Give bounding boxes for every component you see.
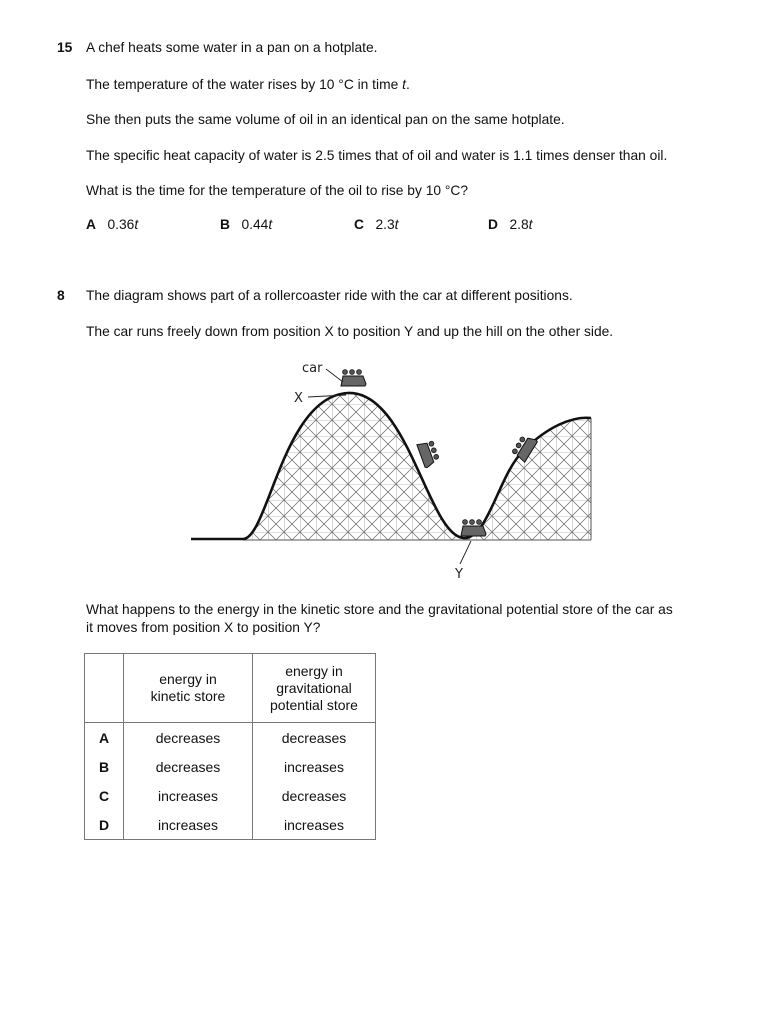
option-c-value: 2.3t	[375, 217, 399, 232]
label-car: car	[302, 361, 323, 376]
question-8-prompt-line-1: What happens to the energy in the kinetic store and the gravitational potential store of the car as	[86, 602, 673, 617]
row-gpe: increases	[253, 810, 376, 840]
option-b-letter: B	[220, 217, 230, 232]
car-at-x	[341, 370, 366, 386]
option-b[interactable]	[220, 217, 272, 232]
table-row-b[interactable]	[85, 752, 376, 781]
table-row-a[interactable]	[85, 723, 376, 753]
table-row-c[interactable]	[85, 781, 376, 810]
question-15-line-4: The specific heat capacity of water is 2.5 times that of oil and water is 1.1 times denser than oil.	[86, 148, 668, 163]
option-a-value: 0.36t	[107, 217, 139, 232]
question-15-number: 15	[57, 40, 73, 55]
question-15-line-1: A chef heats some water in a pan on a hotplate.	[86, 40, 378, 55]
table-row-d[interactable]	[85, 810, 376, 840]
label-y: Y	[455, 567, 463, 582]
question-8-number: 8	[57, 288, 65, 303]
answer-table	[84, 653, 376, 840]
question-8-line-1: The diagram shows part of a rollercoaster ride with the car at different positions.	[86, 288, 573, 303]
row-kinetic: increases	[124, 810, 253, 840]
option-a-letter: A	[86, 217, 96, 232]
option-d-value: 2.8t	[509, 217, 533, 232]
car-descending	[417, 439, 441, 468]
option-b-value: 0.44t	[241, 217, 273, 232]
option-c-letter: C	[354, 217, 364, 232]
option-c[interactable]	[354, 217, 399, 232]
option-a[interactable]	[86, 217, 138, 232]
question-8-line-2: The car runs freely down from position X to position Y and up the hill on the other side.	[86, 324, 614, 339]
row-letter: B	[85, 752, 124, 781]
question-8-prompt-line-2: it moves from position X to position Y?	[86, 620, 321, 635]
row-kinetic: decreases	[124, 723, 253, 753]
row-gpe: decreases	[253, 781, 376, 810]
row-letter: A	[85, 723, 124, 753]
label-x: X	[294, 391, 303, 406]
option-d[interactable]	[488, 217, 533, 232]
row-letter: D	[85, 810, 124, 840]
row-gpe: decreases	[253, 723, 376, 753]
table-header-blank	[85, 654, 124, 723]
car-leader-line	[326, 369, 343, 382]
question-15-line-2: The temperature of the water rises by 10 °C in time t.	[86, 77, 410, 92]
table-header-kinetic: energy in kinetic store	[124, 654, 253, 723]
y-leader-line	[460, 541, 471, 564]
row-gpe: increases	[253, 752, 376, 781]
rollercoaster-diagram	[188, 356, 608, 586]
question-15-line-3: She then puts the same volume of oil in an identical pan on the same hotplate.	[86, 112, 565, 127]
row-kinetic: decreases	[124, 752, 253, 781]
option-d-letter: D	[488, 217, 498, 232]
row-kinetic: increases	[124, 781, 253, 810]
row-letter: C	[85, 781, 124, 810]
table-header-gpe: energy in gravitational potential store	[253, 654, 376, 723]
question-15-prompt: What is the time for the temperature of the oil to rise by 10 °C?	[86, 183, 469, 198]
car-at-y	[461, 520, 486, 536]
